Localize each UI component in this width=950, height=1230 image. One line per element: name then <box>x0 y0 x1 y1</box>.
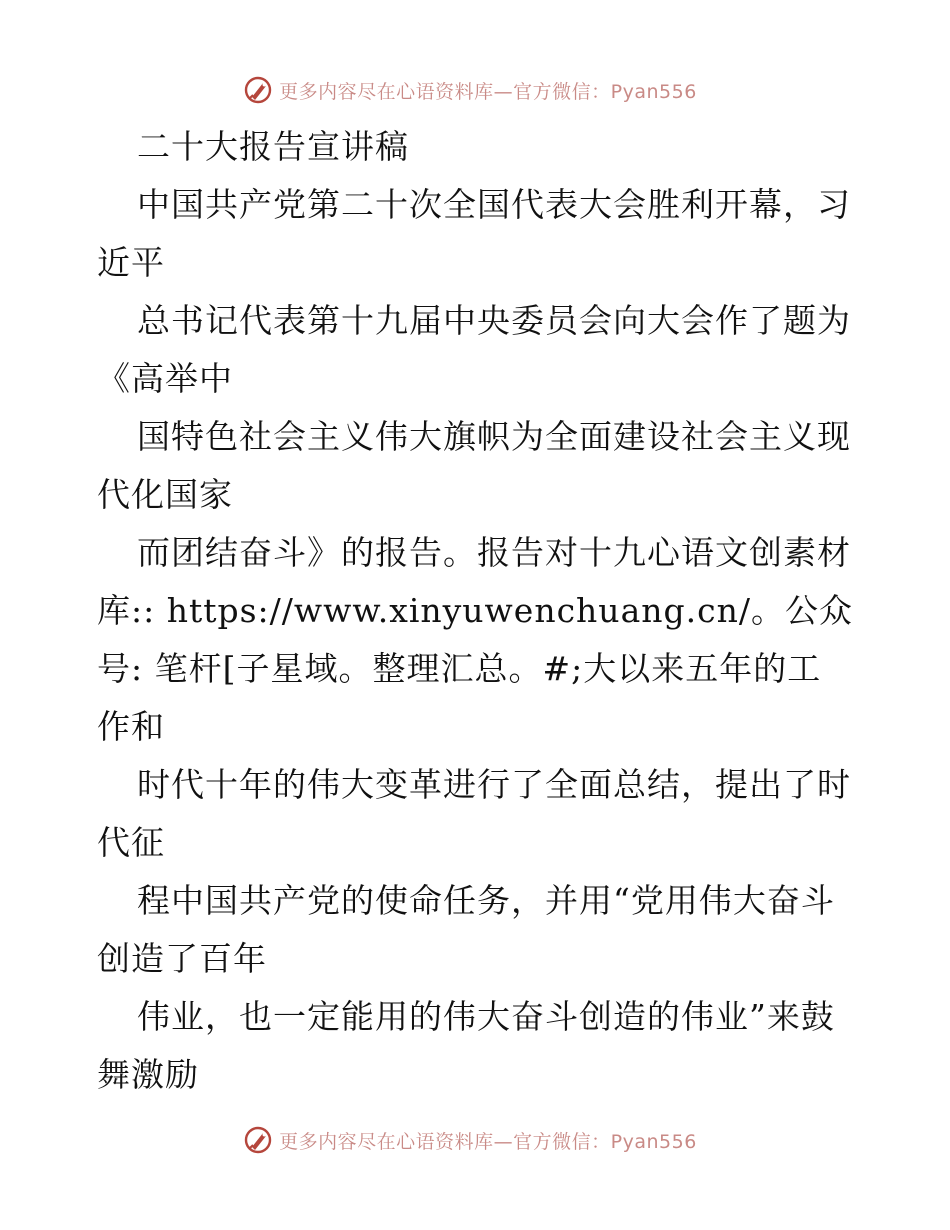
text-line: 总书记代表第十九届中央委员会向大会作了题为 <box>137 301 851 340</box>
text-line: 程中国共产党的使命任务，并用“党用伟大奋斗 <box>137 881 835 920</box>
text-line: 时代十年的伟大变革进行了全面总结，提出了时 <box>137 765 851 804</box>
text-line: 号: 笔杆[子星域。整理汇总。#;大以来五年的工 <box>97 649 822 688</box>
text-line: 近平 <box>97 243 165 282</box>
text-line: 《高举中 <box>97 359 233 398</box>
text-line: 代征 <box>97 823 165 862</box>
text-line: 伟业，也一定能用的伟大奋斗创造的伟业”来鼓 <box>137 997 835 1036</box>
text-line: 库:: https://www.xinyuwenchuang.cn/。公众 <box>97 591 853 630</box>
text-line: 创造了百年 <box>97 939 267 978</box>
text-line: 舞激励 <box>97 1055 199 1094</box>
text-line: 中国共产党第二十次全国代表大会胜利开幕，习 <box>137 185 851 224</box>
header-banner-text: 更多内容尽在心语资料库—官方微信：Pyan556 <box>279 80 697 103</box>
footer-banner-text: 更多内容尽在心语资料库—官方微信：Pyan556 <box>279 1130 697 1153</box>
text-line: 而团结奋斗》的报告。报告对十九心语文创素材 <box>137 533 851 572</box>
footer-banner <box>0 1123 950 1157</box>
document-body <box>97 118 867 1104</box>
header-banner <box>0 73 950 107</box>
text-line: 国特色社会主义伟大旗帜为全面建设社会主义现 <box>137 417 851 456</box>
pen-nib-seal-icon <box>243 1125 273 1155</box>
text-line: 作和 <box>97 707 165 746</box>
text-line: 二十大报告宣讲稿 <box>137 127 409 166</box>
pen-nib-seal-icon <box>243 75 273 105</box>
text-line: 代化国家 <box>97 475 233 514</box>
